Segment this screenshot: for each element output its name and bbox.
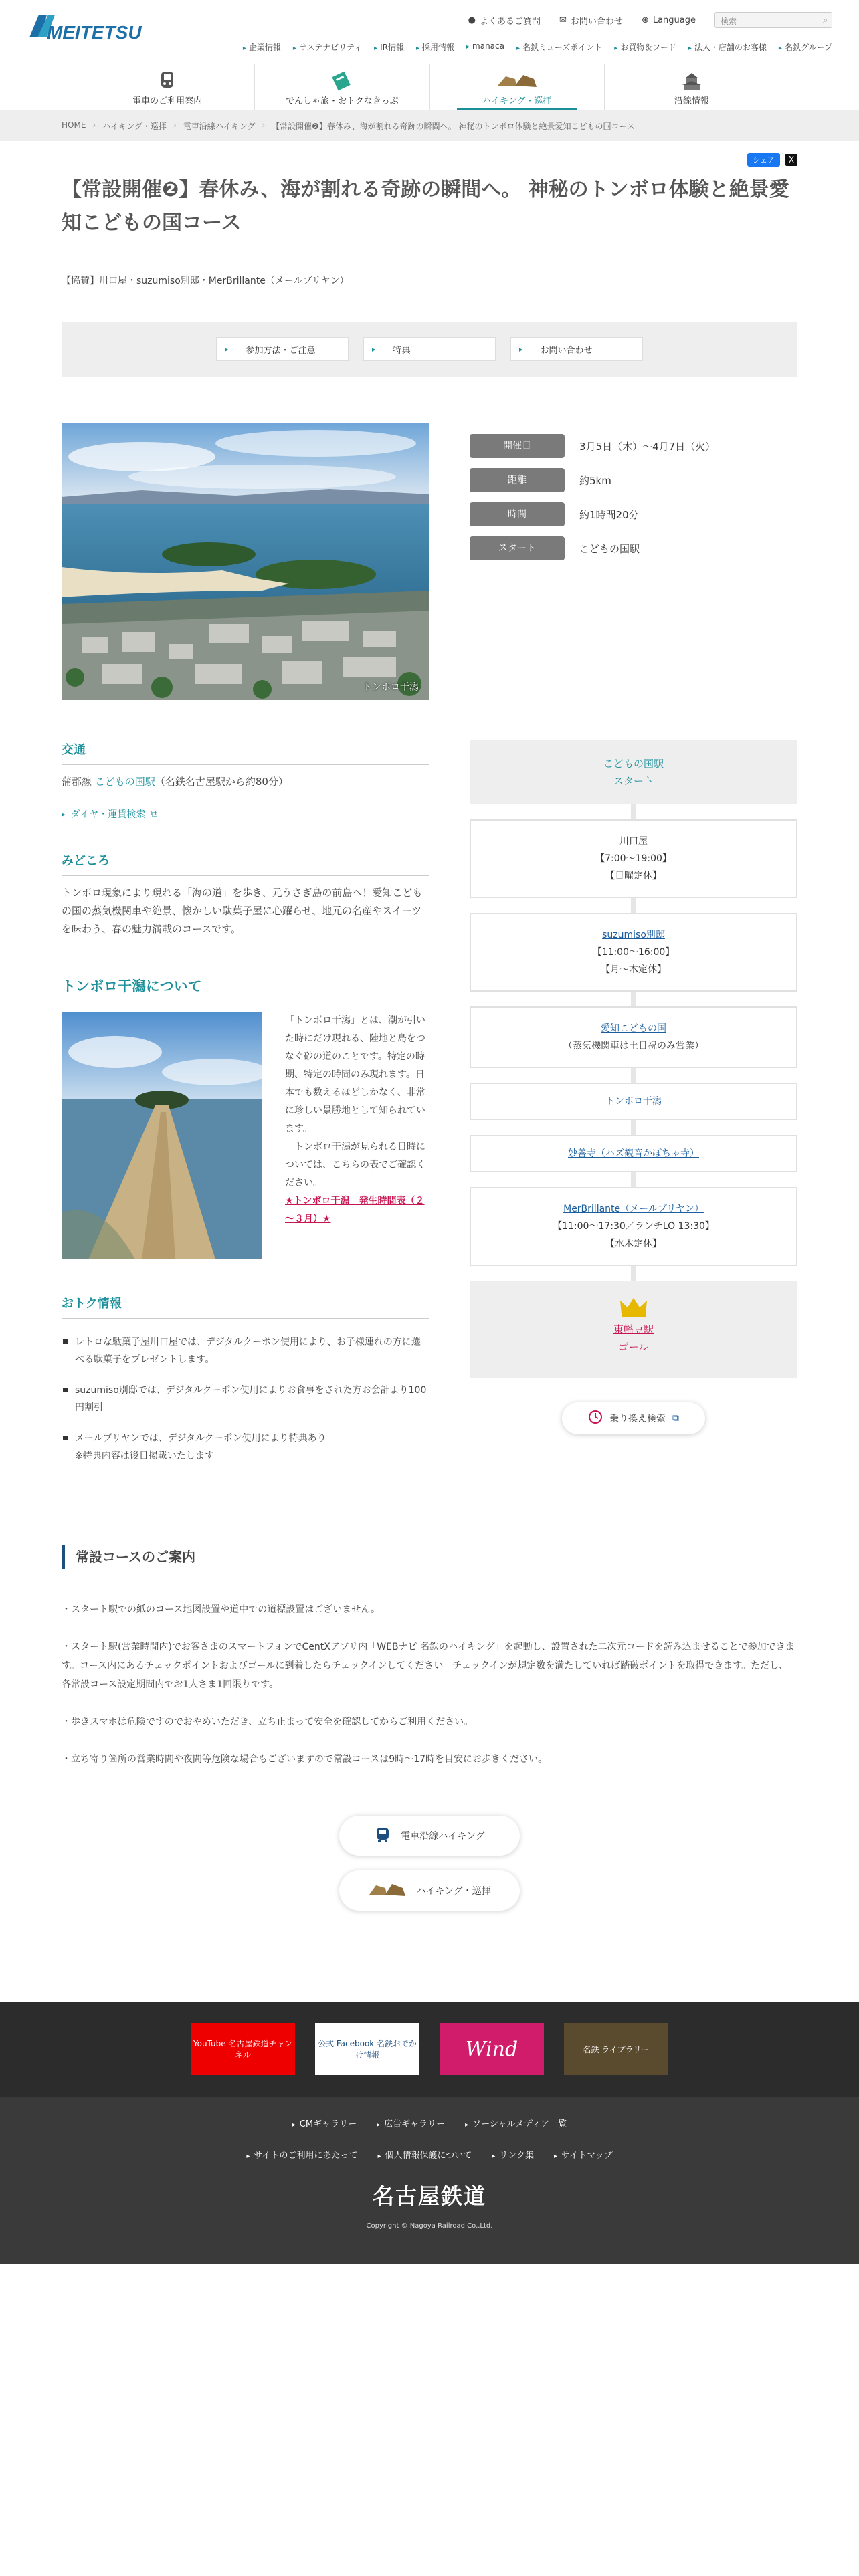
route-connector (631, 898, 636, 913)
info-value: 3月5日（木）～4月7日（火） (579, 440, 716, 453)
footer-link[interactable]: ▸ サイトマップ (554, 2148, 613, 2161)
footer-links (0, 2148, 859, 2161)
info-row (470, 502, 797, 526)
route-stop (470, 1135, 797, 1172)
stop-link[interactable]: MerBrillante（メールブリヤン） (563, 1204, 704, 1214)
access-heading: 交通 (62, 740, 430, 765)
route-connector (631, 1266, 636, 1281)
goal-station-link[interactable]: 東幡豆駅 (613, 1323, 654, 1335)
highlight-text: トンボロ現象により現れる「海の道」を歩き、元うさぎ島の前島へ！愛知こどもの国の蒸気機関車や絶景、懐かしい駄菓子屋に心躍らせ、地元の名産やスイーツを味わう、春の魅力満載のコースです。 (62, 887, 423, 935)
main-nav (80, 64, 779, 110)
deals-heading: おトク情報 (62, 1294, 430, 1319)
breadcrumb-item[interactable]: HOME (62, 120, 86, 130)
tombolo-schedule-link[interactable]: ★トンボロ干潟 発生時間表（２～３月）★ (285, 1196, 425, 1224)
sub-nav (243, 41, 832, 53)
chevron-right-icon: › (92, 120, 96, 130)
timetable-link[interactable]: ▸ ダイヤ・運賃検索 ⧉ (62, 807, 430, 821)
left-column (62, 740, 430, 1478)
mainnav-tickets[interactable]: でんしゃ旅・おトクなきっぷ (254, 64, 429, 110)
share-buttons (747, 153, 797, 167)
mail-icon: ✉ (559, 15, 567, 25)
route-start (470, 740, 797, 804)
contact-link[interactable]: ✉ お問い合わせ (559, 15, 623, 27)
info-value: こどもの国駅 (579, 542, 640, 555)
footer-links (0, 2117, 859, 2129)
course-note: ・歩きスマホは危険ですのでおやめいただき、立ち止まって安全を確認してからご利用ください。 (62, 1717, 474, 1727)
footer-link[interactable]: ▸ ソーシャルメディア一覧 (465, 2117, 567, 2129)
subnav-item[interactable]: ▸ 名鉄グループ (779, 41, 832, 53)
svg-text:MEITETSU: MEITETSU (47, 22, 142, 43)
course-note: ・スタート駅(営業時間内)でお客さまのスマートフォンでCentXアプリ内「WEBナビ 名鉄のハイキング」を起動し、設置された二次元コードを読み込ませることで参加できます。コース内にあるチェックポイントおよびゴールに到着したらチェックインしてください。チェックインが規定数を満たしていれば踏破ポイントを取得できます。ただし、各常設コース設定期間内でお1人さま1回限りです。 (62, 1642, 795, 1690)
footer-link[interactable]: ▸ 個人情報保護について (377, 2148, 472, 2161)
train-hiking-button[interactable]: 電車沿線ハイキング (339, 1816, 520, 1856)
ticket-icon (255, 68, 429, 94)
chevron-right-icon: ▸ (519, 344, 523, 354)
external-link-icon: ⧉ (672, 1413, 679, 1424)
castle-icon (605, 68, 779, 94)
course-info-heading: 常設コースのご案内 (62, 1545, 797, 1569)
facebook-banner[interactable]: 公式 Facebook 名鉄おでかけ情報 (315, 2023, 419, 2075)
main-content (62, 141, 797, 1911)
hero-caption: トンボロ干潟 (363, 682, 419, 693)
globe-icon: ⊕ (641, 15, 649, 25)
chevron-right-icon: ▸ (225, 344, 229, 354)
tab-how-to-join[interactable]: ▸ 参加方法・ご注意 (216, 337, 349, 361)
chevron-right-icon: › (262, 120, 266, 130)
wind-banner[interactable]: Wind (440, 2023, 544, 2075)
info-value: 約1時間20分 (579, 508, 639, 521)
route-connector (631, 1120, 636, 1135)
shoes-icon (368, 1881, 407, 1900)
breadcrumb-item[interactable]: 電車沿線ハイキング (183, 122, 256, 131)
utility-nav (468, 12, 832, 28)
event-info (470, 423, 797, 700)
subnav-item[interactable]: ▸ 名鉄ミューズポイント (516, 41, 602, 53)
hero-photo (62, 423, 430, 700)
youtube-banner[interactable]: YouTube 名古屋鉄道チャンネル (191, 2023, 295, 2075)
footer-link[interactable]: ▸ 広告ギャラリー (377, 2117, 445, 2129)
subnav-item[interactable]: ▸ IR情報 (374, 41, 404, 53)
tab-contact[interactable]: ▸ お問い合わせ (510, 337, 643, 361)
info-row (470, 536, 797, 560)
info-label: 時間 (470, 502, 565, 526)
subnav-item[interactable]: ▸ お買物＆フード (614, 41, 676, 53)
route-connector (631, 1068, 636, 1083)
x-share-button[interactable]: X (785, 154, 797, 166)
info-label: スタート (470, 536, 565, 560)
breadcrumb-item[interactable]: ハイキング・巡拝 (102, 122, 167, 131)
hero-section (62, 423, 797, 700)
transfer-search-button[interactable]: 乗り換え検索 ⧉ (562, 1402, 705, 1434)
stop-link[interactable]: 妙善寺（ハズ観音かぼちゃ寺） (568, 1148, 699, 1159)
route-stop: 川口屋 【7:00～19:00】 【日曜定休】 (470, 819, 797, 898)
station-link[interactable]: こどもの国駅 (94, 776, 155, 788)
subnav-item[interactable]: ▸ 採用情報 (416, 41, 454, 53)
subnav-item[interactable]: ▸ サステナビリティ (293, 41, 362, 53)
crown-icon (470, 1295, 797, 1321)
info-row (470, 434, 797, 458)
stop-link[interactable]: 愛知こどもの国 (601, 1023, 666, 1034)
site-header (0, 0, 859, 110)
info-row (470, 468, 797, 492)
chevron-right-icon: › (173, 120, 177, 130)
clock-icon (588, 1410, 603, 1427)
bottom-buttons (62, 1816, 797, 1911)
start-station-link[interactable]: こどもの国駅 (603, 758, 664, 770)
route-stop: suzumiso別邸 【11:00～16:00】 【月～木定休】 (470, 913, 797, 992)
footer (0, 2097, 859, 2264)
footer-logo[interactable]: 名古屋鉄道 (372, 2183, 486, 2209)
tombolo-heading: トンボロ干潟について (62, 978, 202, 994)
info-label: 距離 (470, 468, 565, 492)
breadcrumb-current: 【常設開催❷】春休み、海が割れる奇跡の瞬間へ。 神秘のトンボロ体験と絶景愛知こどもの国コース (272, 122, 635, 131)
subnav-item[interactable]: ▸ manaca (466, 41, 504, 53)
route-connector (631, 1172, 636, 1187)
search-icon[interactable]: ⌕ (823, 15, 828, 25)
footer-banners (0, 2002, 859, 2097)
copyright: Copyright © Nagoya Railroad Co.,Ltd. (366, 2222, 493, 2230)
list-item: メールブリヤンでは、デジタルクーポン使用により特典あり ※特典内容は後日掲載いたします (62, 1430, 430, 1465)
detail-columns (62, 740, 797, 1478)
external-link-icon: ⧉ (151, 809, 158, 819)
route-stop: 愛知こどもの国 （蒸気機関車は土日祝のみ営業） (470, 1006, 797, 1068)
mainnav-train[interactable]: 電車のご利用案内 (80, 64, 254, 110)
deals-list (62, 1333, 430, 1465)
start-label: スタート (613, 775, 654, 787)
tombolo-photo (62, 1012, 262, 1259)
stop-link[interactable]: suzumiso別邸 (602, 930, 665, 940)
facebook-share-button[interactable]: シェア (747, 153, 780, 167)
course-note: ・スタート駅での紙のコース地図設置や道中での道標設置はございません。 (62, 1604, 381, 1615)
shoes-icon (430, 68, 604, 94)
train-icon (80, 68, 254, 94)
footer-link[interactable]: ▸ サイトのご利用にあたって (246, 2148, 357, 2161)
sponsor-text: 【協賛】川口屋・suzumiso別邸・MerBrillante（メールブリヤン） (62, 276, 349, 286)
faq-link[interactable]: ● よくあるご質問 (468, 15, 541, 27)
highlight-heading: みどころ (62, 851, 430, 876)
page-title: 【常設開催❷】春休み、海が割れる奇跡の瞬間へ。 神秘のトンボロ体験と絶景愛知こどもの国コース (62, 178, 789, 235)
course-note: ・立ち寄り箇所の営業時間や夜間等危険な場合もございますので常設コースは9時〜17時を目安にお歩きください。 (62, 1754, 548, 1765)
route-stop (470, 1083, 797, 1120)
route-connector (631, 804, 636, 819)
access-text: 蒲郡線 こどもの国駅（名鉄名古屋駅から約80分） (62, 776, 288, 788)
mainnav-area[interactable]: 沿線情報 (604, 64, 779, 110)
route-goal (470, 1281, 797, 1378)
route-column (470, 740, 797, 1478)
subnav-item[interactable]: ▸ 法人・店舗のお客様 (688, 41, 767, 53)
tab-benefits[interactable]: ▸ 特典 (363, 337, 496, 361)
route-stop: MerBrillante（メールブリヤン） 【11:00～17:30／ランチLO 13:30】 【水木定休】 (470, 1187, 797, 1266)
route-connector (631, 992, 636, 1006)
info-label: 開催日 (470, 434, 565, 458)
tombolo-block (62, 1012, 430, 1259)
language-link[interactable]: ⊕ Language (641, 15, 696, 25)
footer-link[interactable]: ▸ リンク集 (492, 2148, 534, 2161)
footer-link[interactable]: ▸ CMギャラリー (292, 2117, 357, 2129)
list-item: レトロな駄菓子屋川口屋では、デジタルクーポン使用により、お子様連れの方に選べる駄菓子をプレゼントします。 (62, 1333, 430, 1368)
subnav-item[interactable]: ▸ 企業情報 (243, 41, 281, 53)
info-value: 約5km (579, 474, 611, 487)
stop-link[interactable]: トンボロ干潟 (605, 1096, 662, 1107)
walker-icon (374, 1826, 391, 1846)
hiking-top-button[interactable]: ハイキング・巡拝 (339, 1870, 520, 1911)
chevron-right-icon: ▸ (372, 344, 376, 354)
search-input[interactable]: 検索 ⌕ (714, 12, 832, 28)
anchor-tabs (62, 322, 797, 377)
question-icon: ● (468, 15, 476, 25)
breadcrumb-bar (0, 110, 859, 141)
breadcrumb (62, 110, 797, 132)
mainnav-hiking[interactable]: ハイキング・巡拝 (430, 64, 604, 110)
tombolo-text: 「トンボロ干潟」とは、潮が引いた時にだけ現れる、陸地と島をつなぐ砂の道のことです。特定の時期、特定の時間のみ現れます。日本でも数えるほどしかなく、非常に珍しい景勝地として知られています。 トンボロ干潟が見られる日時については、こちらの表でご確認ください。 ★トンボロ干潟 発生時間表（２～３月）★ (285, 1012, 430, 1259)
goal-label: ゴール (618, 1341, 649, 1353)
meitetsu-logo[interactable] (27, 8, 147, 47)
list-item: suzumiso別邸では、デジタルクーポン使用によりお食事をされた方お会計より100円割引 (62, 1382, 430, 1416)
library-banner[interactable]: 名鉄 ライブラリー (564, 2023, 668, 2075)
